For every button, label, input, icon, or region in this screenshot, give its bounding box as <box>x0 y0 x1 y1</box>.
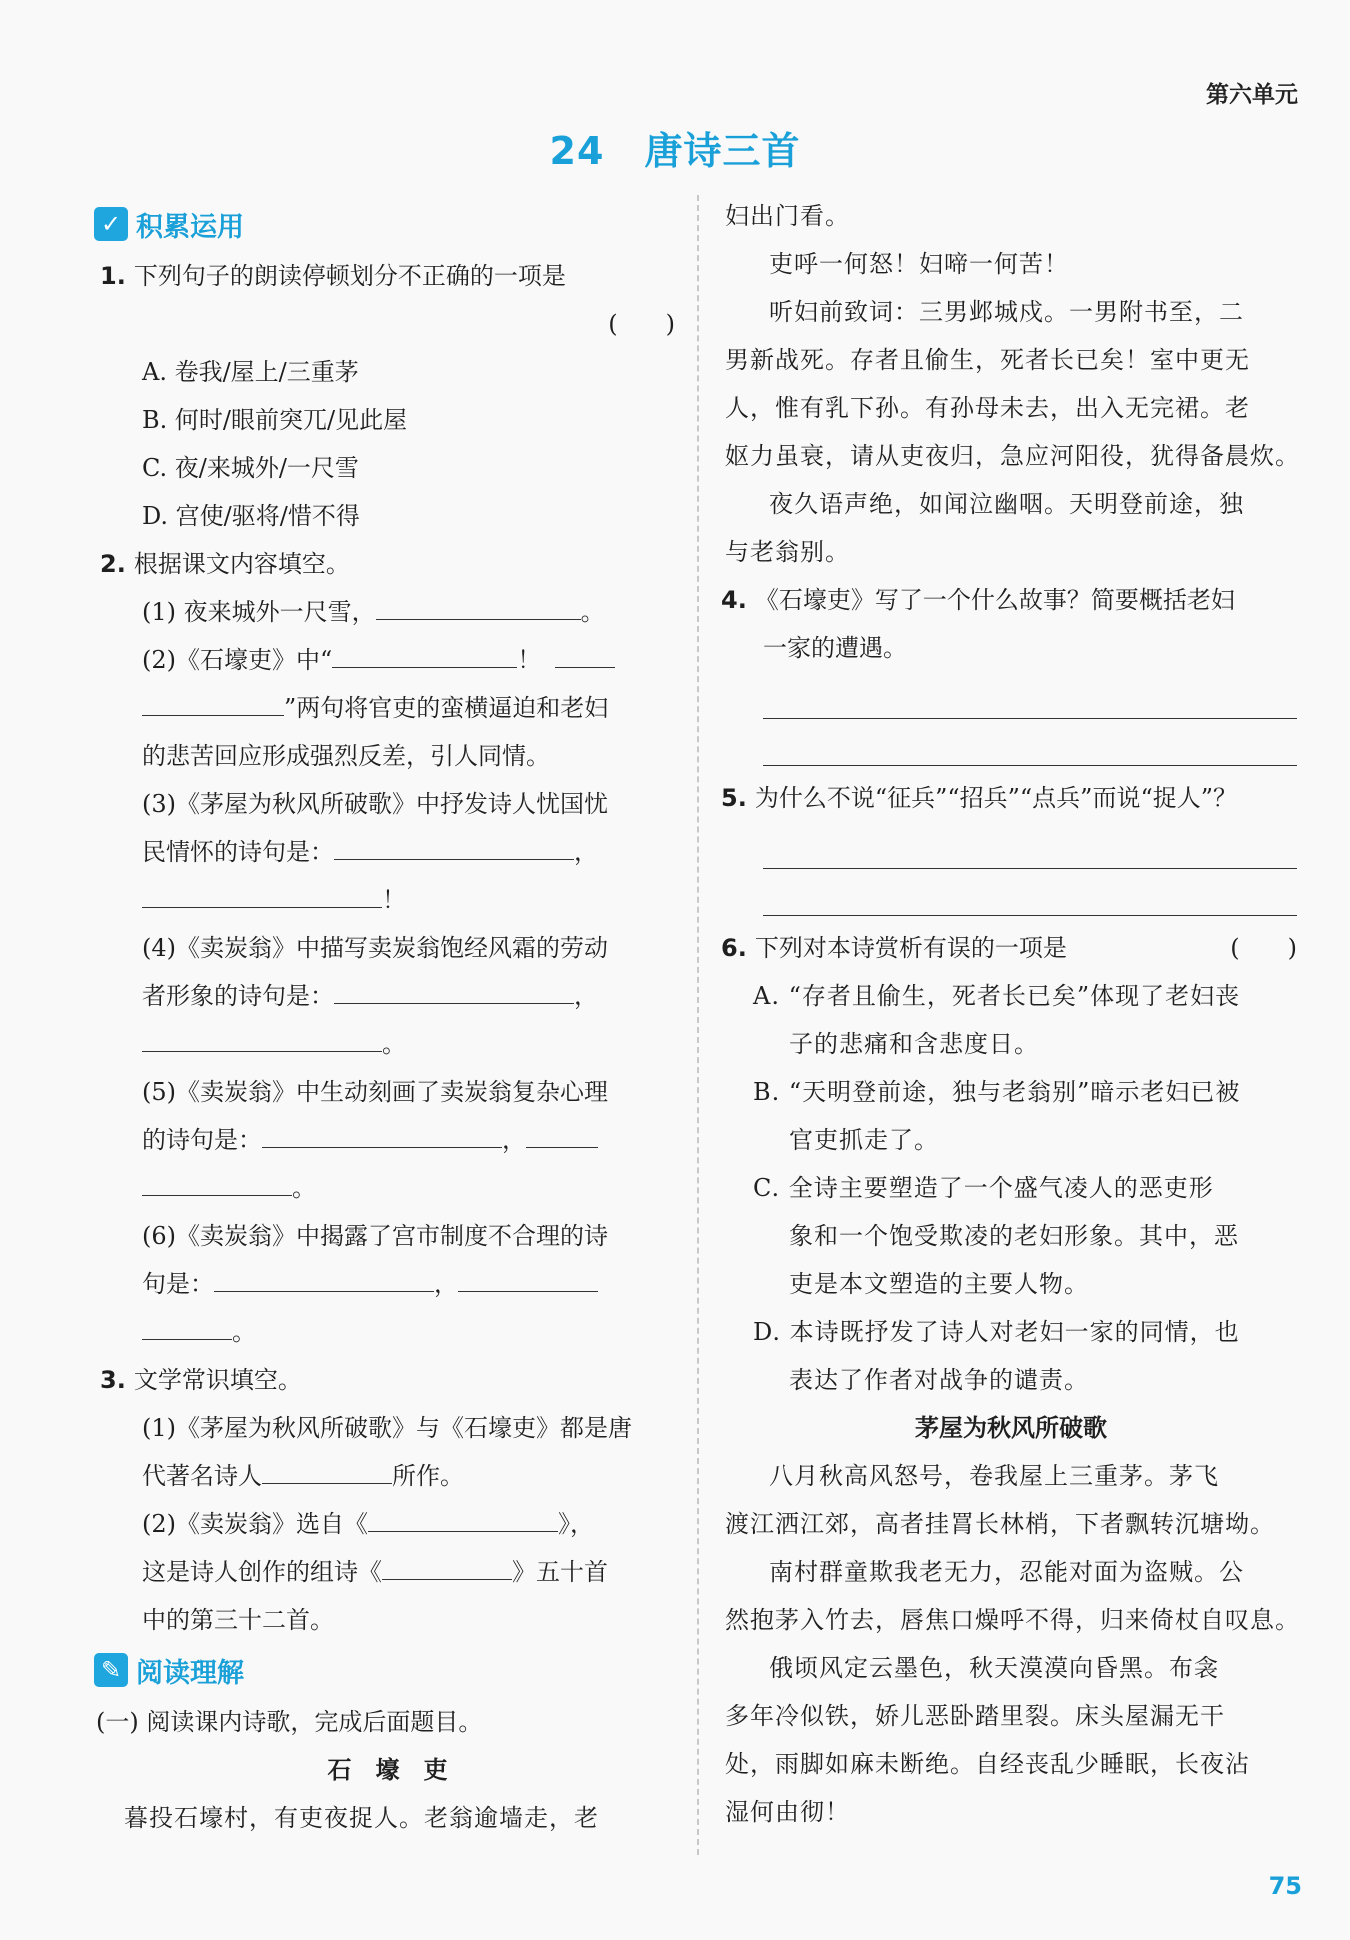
q6-option-c: 吏是本文塑造的主要人物。 <box>789 1270 1089 1298</box>
question-4-cont: 一家的遭遇。 <box>763 634 907 662</box>
section-title: 积累运用 <box>136 211 244 243</box>
answer-blank[interactable] <box>555 637 615 668</box>
answer-blank[interactable] <box>142 1309 232 1340</box>
checkbox-icon: ✓ <box>94 207 128 241</box>
q1-option-b: B. 何时/眼前突兀/见此屋 <box>142 406 408 434</box>
answer-blank[interactable] <box>142 877 382 908</box>
answer-blank[interactable] <box>376 589 581 620</box>
q3-item-1: (1)《茅屋为秋风所破歌》与《石壕吏》都是唐 <box>142 1414 632 1442</box>
answer-blank[interactable] <box>262 1117 502 1148</box>
section-title: 阅读理解 <box>136 1657 244 1689</box>
poem-line: 男新战死。存者且偷生，死者长已矣！室中更无 <box>725 346 1250 374</box>
poem-body <box>725 1452 1300 1836</box>
q2-item-6: (6)《卖炭翁》中揭露了宫市制度不合理的诗 <box>142 1222 608 1250</box>
poem-line: 南村群童欺我老无力，忍能对面为盗贼。公 <box>769 1558 1244 1586</box>
q2-item-1: (1) 夜来城外一尺雪， 。 <box>100 588 675 636</box>
q2-item-4: (4)《卖炭翁》中描写卖炭翁饱经风霜的劳动 <box>142 934 608 962</box>
q3-item-2-cont: 这是诗人创作的组诗《 》五十首 <box>100 1548 675 1596</box>
poem-line: 吏呼一何怒！妇啼一何苦！ <box>769 250 1069 278</box>
lesson-number: 24 <box>549 129 605 173</box>
q1-option-c: C. 夜/来城外/一尺雪 <box>142 454 359 482</box>
q2-item-3: (3)《茅屋为秋风所破歌》中抒发诗人忧国忧 <box>142 790 608 818</box>
question-3: 3. 文学常识填空。 <box>100 1366 302 1394</box>
q2-item-2: (2)《石壕吏》中“ ！ <box>100 636 675 684</box>
answer-blank[interactable] <box>458 1261 598 1292</box>
q6-option-d: D. 本诗既抒发了诗人对老妇一家的同情，也 <box>753 1318 1240 1346</box>
answer-blank[interactable] <box>334 829 574 860</box>
q2-item-5: (5)《卖炭翁》中生动刻画了卖炭翁复杂心理 <box>142 1078 608 1106</box>
question-4: 4. 《石壕吏》写了一个什么故事？简要概括老妇 <box>721 586 1235 614</box>
poem-line: 湿何由彻！ <box>725 1798 850 1826</box>
q2-item-2-cont: ”两句将官吏的蛮横逼迫和老妇 <box>100 684 675 732</box>
answer-blank[interactable] <box>526 1117 598 1148</box>
answer-line[interactable] <box>763 672 1297 719</box>
answer-blank[interactable] <box>142 685 284 716</box>
poem-continuation <box>725 192 1300 576</box>
q6-option-c: 象和一个饱受欺凌的老妇形象。其中，恶 <box>789 1222 1239 1250</box>
lesson-title <box>0 120 1350 175</box>
q2-item-6-cont: 句是： ， <box>100 1260 675 1308</box>
q3-item-2: (2)《卖炭翁》选自《 》， <box>100 1500 675 1548</box>
answer-line[interactable] <box>763 869 1297 916</box>
unit-label: 第六单元 <box>1206 82 1298 108</box>
q1-option-d: D. 宫使/驱将/惜不得 <box>142 502 360 530</box>
poem-line: 然抱茅入竹去，唇焦口燥呼不得，归来倚杖自叹息。 <box>725 1606 1300 1634</box>
poem-line: 八月秋高风怒号，卷我屋上三重茅。茅飞 <box>769 1462 1219 1490</box>
column-divider <box>697 195 699 1855</box>
poem-title: 茅屋为秋风所破歌 <box>915 1414 1107 1442</box>
q6-option-d: 表达了作者对战争的谴责。 <box>789 1366 1089 1394</box>
q2-item-4-cont: 者形象的诗句是： ， <box>100 972 675 1020</box>
section-accumulate <box>94 200 675 248</box>
section-reading <box>94 1646 675 1694</box>
answer-paren: ( ) <box>608 310 675 338</box>
answer-blank[interactable] <box>334 973 574 1004</box>
q6-option-b: B. “天明登前途，独与老翁别”暗示老妇已被 <box>753 1078 1241 1106</box>
answer-line[interactable] <box>763 719 1297 766</box>
q3-item-2-cont: 中的第三十二首。 <box>142 1606 334 1634</box>
q3-item-1-cont: 代著名诗人 所作。 <box>100 1452 675 1500</box>
poem-line: 人，惟有乳下孙。有孙母未去，出入无完裙。老 <box>725 394 1250 422</box>
poem-line: 听妇前致词：三男邺城戍。一男附书至，二 <box>769 298 1244 326</box>
answer-blank[interactable] <box>382 1549 512 1580</box>
right-column <box>721 192 1300 1836</box>
poem-line: 多年冷似铁，娇儿恶卧踏里裂。床头屋漏无干 <box>725 1702 1225 1730</box>
left-column <box>96 198 675 1842</box>
q1-option-a: A. 卷我/屋上/三重茅 <box>142 358 359 386</box>
q6-option-b: 官吏抓走了。 <box>789 1126 939 1154</box>
poem-line: 与老翁别。 <box>725 538 850 566</box>
poem-line: 俄顷风定云墨色，秋天漠漠向昏黑。布衾 <box>769 1654 1219 1682</box>
q6-options <box>725 972 1297 1404</box>
poem-line: 处，雨脚如麻未断绝。自经丧乱少睡眠，长夜沾 <box>725 1750 1250 1778</box>
page-number: 75 <box>1268 1872 1302 1900</box>
answer-blank[interactable] <box>332 637 517 668</box>
q2-item-2-cont: 的悲苦回应形成强烈反差，引人同情。 <box>142 742 550 770</box>
q2-item-5-cont: 。 <box>100 1164 675 1212</box>
poem-title: 石 壕 吏 <box>327 1756 448 1784</box>
q2-item-4-cont: 。 <box>100 1020 675 1068</box>
q2-item-6-cont: 。 <box>100 1308 675 1356</box>
answer-blank[interactable] <box>214 1261 434 1292</box>
q2-item-3-cont: 民情怀的诗句是： ， <box>100 828 675 876</box>
q2-item-5-cont: 的诗句是： ， <box>100 1116 675 1164</box>
answer-blank[interactable] <box>262 1453 392 1484</box>
answer-line[interactable] <box>763 822 1297 869</box>
answer-blank[interactable] <box>368 1501 558 1532</box>
poem-line: 妪力虽衰，请从吏夜归，急应河阳役，犹得备晨炊。 <box>725 442 1300 470</box>
answer-blank[interactable] <box>142 1021 382 1052</box>
question-1: 1. 下列句子的朗读停顿划分不正确的一项是 <box>100 262 566 290</box>
reading-intro: (一) 阅读课内诗歌，完成后面题目。 <box>96 1708 483 1736</box>
q6-option-a: A. “存者且偷生，死者长已矣”体现了老妇丧 <box>753 982 1241 1010</box>
q6-option-c: C. 全诗主要塑造了一个盛气凌人的恶吏形 <box>753 1174 1214 1202</box>
answer-blank[interactable] <box>142 1165 292 1196</box>
poem-line: 妇出门看。 <box>725 202 850 230</box>
lesson-name: 唐诗三首 <box>644 129 801 173</box>
question-5: 5. 为什么不说“征兵”“招兵”“点兵”而说“捉人”？ <box>721 784 1237 812</box>
q2-item-3-cont: ！ <box>100 876 675 924</box>
question-2: 2. 根据课文内容填空。 <box>100 550 350 578</box>
poem-line: 夜久语声绝，如闻泣幽咽。天明登前途，独 <box>769 490 1244 518</box>
pencil-icon: ✎ <box>94 1653 128 1687</box>
question-6: 6. 下列对本诗赏析有误的一项是 ( ) <box>721 934 1297 962</box>
q6-option-a: 子的悲痛和含悲度日。 <box>789 1030 1039 1058</box>
poem-line: 暮投石壕村，有吏夜捉人。老翁逾墙走，老 <box>124 1804 599 1832</box>
poem-line: 渡江洒江郊，高者挂罥长林梢，下者飘转沉塘坳。 <box>725 1510 1275 1538</box>
